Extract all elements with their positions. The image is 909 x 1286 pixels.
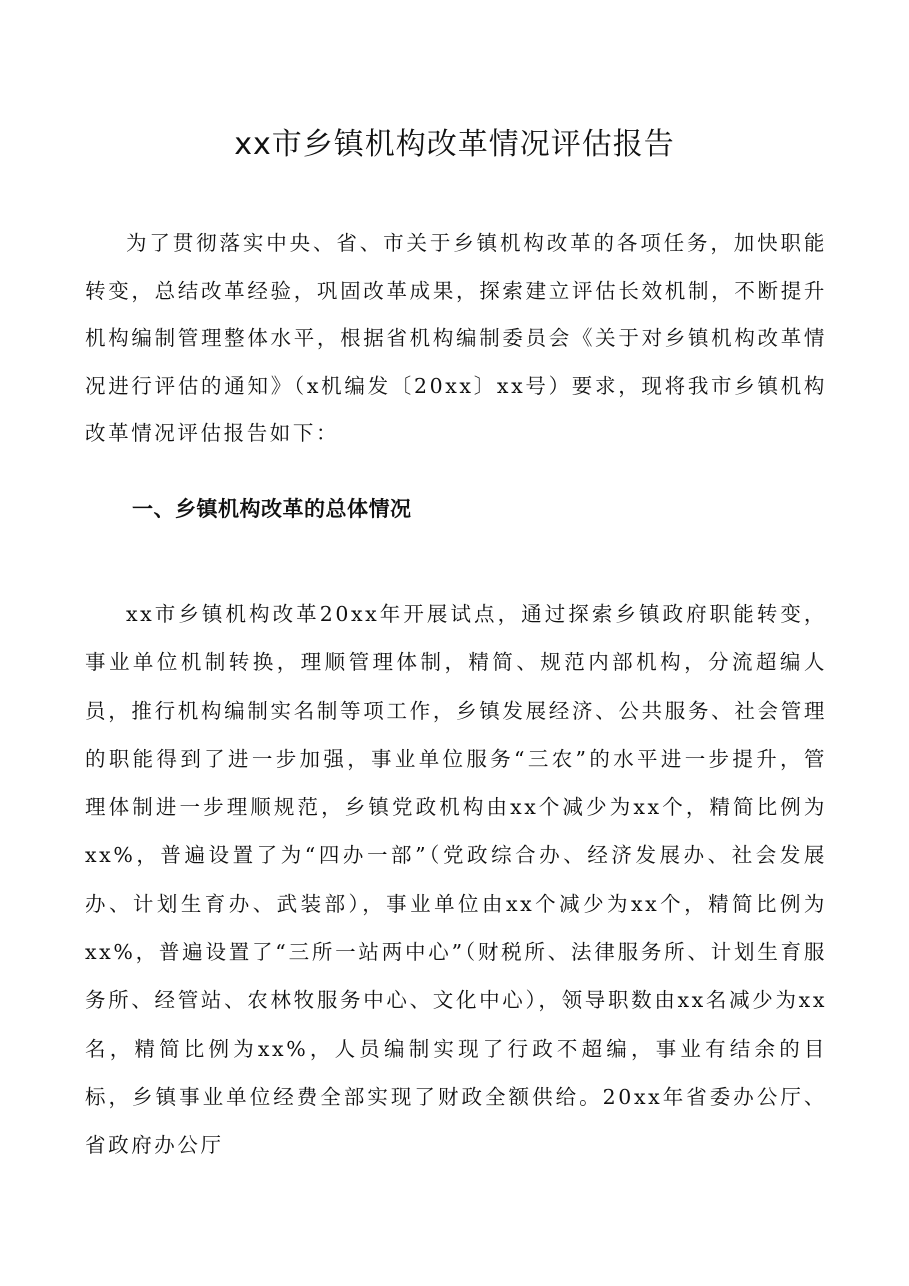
document-title: xx市乡镇机构改革情况评估报告 bbox=[234, 127, 675, 162]
section-heading: 一、乡镇机构改革的总体情况 bbox=[132, 497, 412, 521]
section-body-paragraph: xx市乡镇机构改革20xx年开展试点，通过探索乡镇政府职能转变，事业单位机制转换，理顺管理体制，精简、规范内部机构，分流超编人员，推行机构编制实名制等项工作，乡镇发展经济、公共服务、社会管理的职能得到了进一步加强，事业单位服务“三农”的水平进一步提升，管理体制进一步理顺规范，乡镇党政机构由xx个减少为xx个，精简比例为xx%，普遍设置了为“四办一部”（党政综合办、经济发展办、社会发展办、计划生育办、武装部），事业单位由xx个减少为xx个，精简比例为xx%，普遍设置了“三所一站两中心”（财税所、法律服务所、计划生育服务所、经管站、农林牧服务中心、文化中心），领导职数由xx名减少为xx名，精简比例为xx%，人员编制实现了行政不超编，事业有结余的目标，乡镇事业单位经费全部实现了财政全额供给。20xx年省委办公厅、省政府办公厅 bbox=[85, 602, 827, 1158]
intro-paragraph: 为了贯彻落实中央、省、市关于乡镇机构改革的各项任务，加快职能转变，总结改革经验，巩固改革成果，探索建立评估长效机制，不断提升机构编制管理整体水平，根据省机构编制委员会《关于对乡镇机构改革情况进行评估的通知》（x机编发〔20xx〕xx号）要求，现将我市乡镇机构改革情况评估报告如下： bbox=[85, 231, 827, 445]
